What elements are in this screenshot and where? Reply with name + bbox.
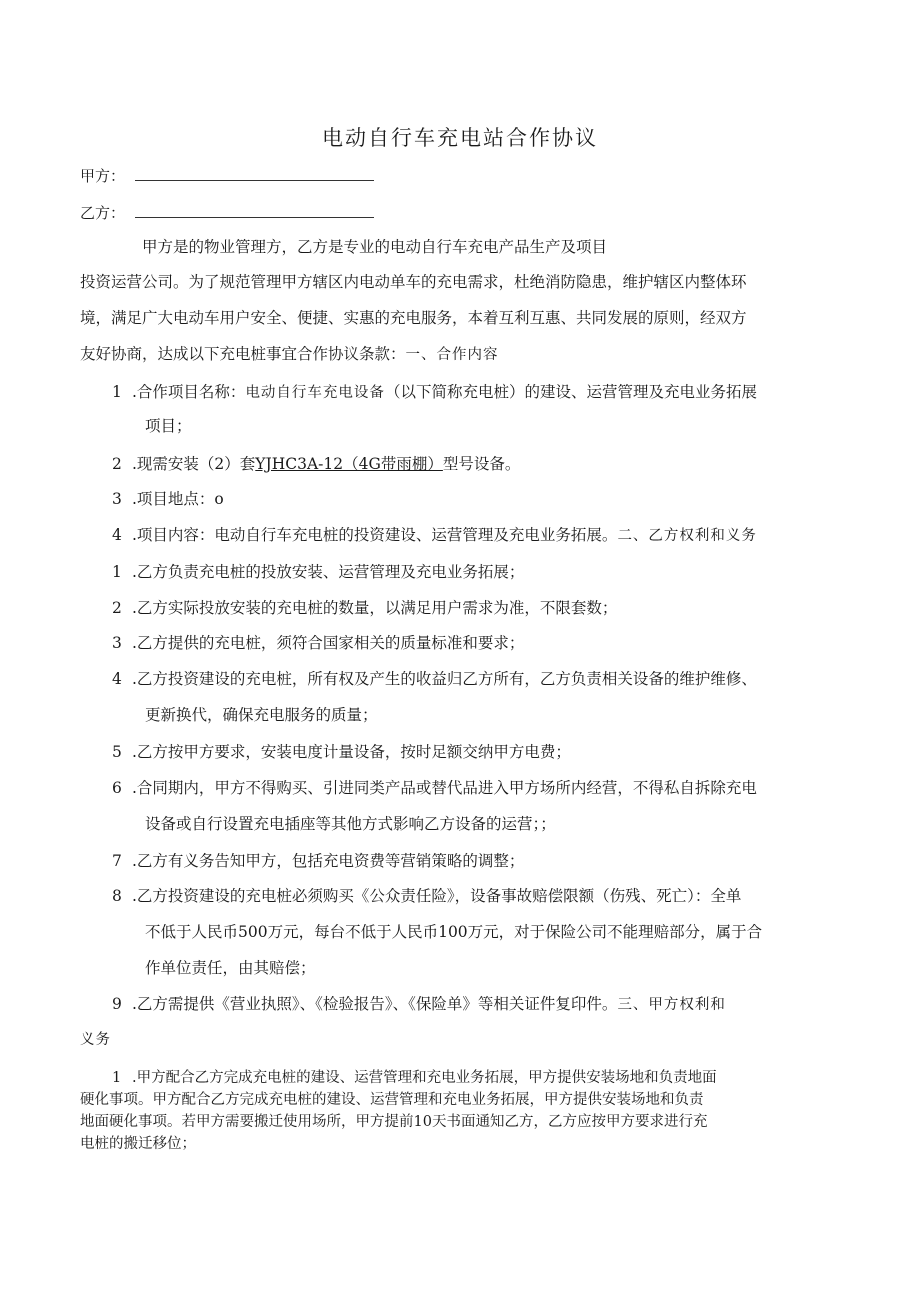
item-text: .乙方投资建设的充电桩必须购买《公众责任险》，设备事故赔偿限额（伤残、死亡）：全单: [132, 887, 742, 905]
intro-line: 甲方是的物业管理方，乙方是专业的电动自行车充电产品生产及项目: [142, 238, 608, 256]
item-text: .甲方配合乙方完成充电桩的建设、运营管理和充电业务拓展，甲方提供安装场地和负责地面: [132, 1070, 717, 1086]
list-item: [112, 740, 571, 762]
item-number: 3: [112, 490, 122, 508]
item-number: 2: [112, 599, 122, 617]
item-text: .乙方提供的充电桩，须符合国家相关的质量标准和要求；: [132, 634, 525, 652]
list-item: [112, 380, 757, 402]
item-number: 4: [112, 670, 122, 688]
list-item: [112, 1066, 717, 1087]
intro-line: 境，满足广大电动车用户安全、便捷、实惠的充电服务，本着互利互惠、共同发展的原则，经双方: [80, 309, 747, 327]
item-text: .乙方需提供《营业执照》、《检验报告》、《保险单》等相关证件复印件。: [132, 995, 618, 1013]
list-item: [112, 849, 524, 871]
item-continuation: 硬化事项。甲方配合乙方完成充电桩的建设、运营管理和充电业务拓展，甲方提供安装场地和负责: [80, 1092, 704, 1108]
list-item: [112, 487, 224, 509]
intro-line: 投资运营公司。为了规范管理甲方辖区内电动单车的充电需求，杜绝消防隐患，维护辖区内整体环: [80, 273, 747, 291]
list-item: [112, 776, 757, 798]
item-number: 4: [112, 526, 122, 544]
intro-line: [80, 342, 499, 364]
list-item: [112, 596, 617, 618]
list-item: [112, 631, 524, 653]
section-heading-continuation: 义务: [80, 1032, 111, 1048]
party-a-label: 甲方：: [80, 167, 126, 185]
item-number: 1: [112, 383, 122, 401]
item-number: 5: [112, 743, 122, 761]
item-text: .项目地点：o: [132, 490, 224, 508]
section-heading: 一、合作内容: [405, 347, 499, 363]
item-text: .乙方实际投放安装的充电桩的数量，以满足用户需求为准，不限套数；: [132, 599, 618, 617]
item-text: .乙方投资建设的充电桩，所有权及产生的收益归乙方所有，乙方负责相关设备的维护维修、: [132, 670, 757, 688]
item-text: .项目内容：电动自行车充电桩的投资建设、运营管理及充电业务拓展。: [132, 526, 618, 544]
party-a-blank-line: [135, 180, 374, 181]
section-heading: 三、甲方权利和: [617, 997, 726, 1013]
list-item: [112, 452, 520, 474]
list-item: [112, 667, 757, 689]
party-b-blank-line: [135, 217, 374, 218]
item-text: .合作项目名称：: [132, 383, 246, 401]
item-number: 1: [112, 1070, 122, 1086]
item-text: 电动自行车充电设备: [245, 385, 385, 401]
item-continuation: 作单位责任，由其赔偿；: [145, 959, 316, 977]
item-number: 8: [112, 887, 122, 905]
item-text: 型号设备。: [442, 455, 521, 473]
list-item: [112, 560, 524, 582]
item-continuation: 更新换代，确保充电服务的质量；: [145, 706, 378, 724]
list-item: [112, 523, 757, 545]
item-text: .乙方负责充电桩的投放安装、运营管理及充电业务拓展；: [132, 563, 525, 581]
item-continuation: 地面硬化事项。若甲方需要搬迁使用场所，甲方提前10天书面通知乙方，乙方应按甲方要求进行充: [80, 1114, 708, 1130]
party-b-label: 乙方：: [80, 204, 126, 222]
model-number: YJHC3A-12（4G带雨棚）: [255, 455, 443, 473]
list-item: [112, 884, 741, 906]
item-number: 7: [112, 852, 122, 870]
item-text: .乙方有义务告知甲方，包括充电资费等营销策略的调整；: [132, 852, 525, 870]
list-item: [112, 992, 726, 1014]
item-number: 6: [112, 779, 122, 797]
item-continuation: 项目；: [145, 417, 192, 435]
item-text: （以下简称充电桩）的建设、运营管理及充电业务拓展: [384, 383, 757, 401]
item-text: .合同期内，甲方不得购买、引进同类产品或替代品进入甲方场所内经营，不得私自拆除充电: [132, 779, 757, 797]
item-continuation: 电桩的搬迁移位；: [80, 1136, 196, 1152]
document-title: 电动自行车充电站合作协议: [322, 126, 598, 150]
item-number: 1: [112, 563, 122, 581]
item-text: .现需安装（2）套: [132, 455, 256, 473]
item-text: .乙方按甲方要求，安装电度计量设备，按时足额交纳甲方电费；: [132, 743, 571, 761]
item-continuation: 不低于人民币500万元，每台不低于人民币100万元，对于保险公司不能理赔部分，属于合: [145, 923, 763, 941]
section-heading: 二、乙方权利和义务: [617, 528, 757, 544]
item-continuation: 设备或自行设置充电插座等其他方式影响乙方设备的运营；；: [145, 815, 556, 833]
item-number: 2: [112, 455, 122, 473]
item-number: 9: [112, 995, 122, 1013]
intro-text: 友好协商，达成以下充电桩事宜合作协议条款：: [80, 345, 406, 363]
item-number: 3: [112, 634, 122, 652]
